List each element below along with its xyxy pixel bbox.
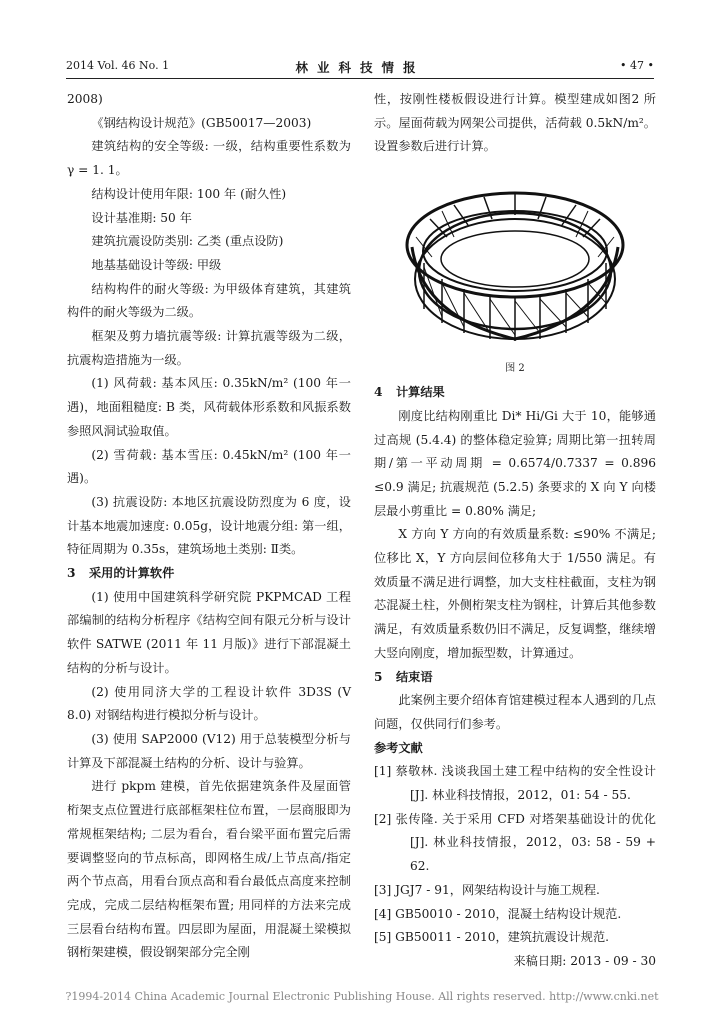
paragraph: 框架及剪力墙抗震等级: 计算抗震等级为二级，抗震构造措施为一级。	[67, 329, 351, 367]
journal-title: 林业科技情报	[295, 60, 425, 75]
paragraph: (1) 使用中国建筑科学研究院 PKPMCAD 工程部编制的结构分析程序《结构空间有限元分析与设计软件 SATWE (2011 年 11 月版)》进行下部混凝土结构的分析与设计。	[67, 589, 351, 675]
references-heading: 参考文献	[374, 740, 423, 755]
section-title: 计算结果	[396, 385, 445, 400]
paragraph: (3) 使用 SAP2000 (V12) 用于总装模型分析与计算及下部混凝土结构的分析、设计与验算。	[67, 731, 351, 770]
reference-item: [1] 蔡敬林. 浅谈我国土建工程中结构的安全性设计 [J]. 林业科技情报，2012，01: 54 - 55.	[374, 764, 656, 803]
reference-item: [3] JGJ7 - 91，网架结构设计与施工规程.	[374, 882, 600, 897]
paragraph: 2008)	[67, 92, 103, 106]
paragraph: (2) 使用同济大学的工程设计软件 3D3S (V 8.0) 对钢结构进行模拟分析与设计。	[67, 684, 351, 723]
paragraph: 进行 pkpm 建模，首先依据建筑条件及屋面管桁架支点位置进行底部框架柱位布置，一层商服即为常规框架结构; 二层为看台，看台梁平面布置完后需要调整竖向的节点标高，即网格生成/上节点高/指定两个节点高，用看台顶点高和看台最低点高度来控制完成，完成二层结构框架布置; 用同样的方法来完成三层看台结构布置。四层即为屋面，用混凝土梁模拟钢桁架建模，假设钢架部分完全刚	[67, 779, 351, 960]
paragraph: (2) 雪荷载: 基本雪压: 0.45kN/m² (100 年一遇)。	[67, 447, 351, 486]
paragraph: 结构设计使用年限: 100 年 (耐久性)	[91, 186, 287, 201]
paragraph: 建筑抗震设防类别: 乙类 (重点设防)	[91, 234, 284, 249]
paragraph: 结构构件的耐火等级: 为甲级体育建筑，其建筑构件的耐火等级为二级。	[67, 281, 351, 320]
reference-item: [4] GB50010 - 2010，混凝土结构设计规范.	[374, 906, 622, 921]
paragraph: 地基基础设计等级: 甲级	[91, 257, 222, 272]
figure-2	[374, 159, 656, 381]
left-column	[67, 88, 351, 965]
journal-volume: 2014 Vol. 46 No. 1	[66, 59, 170, 72]
paragraph: 《钢结构设计规范》(GB50017—2003)	[91, 115, 312, 130]
received-date: 来稿日期: 2013 - 09 - 30	[513, 953, 656, 968]
section-heading-3	[67, 562, 351, 586]
conclusion-paragraph: 此案例主要介绍体育馆建模过程本人遇到的几点问题，仅供同行们参考。	[374, 693, 656, 731]
paragraph: (3) 抗震设防: 本地区抗震设防烈度为 6 度，设计基本地震加速度: 0.05g，设计地震分组: 第一组，特征周期为 0.35s，建筑场地土类别: Ⅱ类。	[67, 494, 351, 557]
section-number: 4	[374, 385, 383, 400]
paragraph: X 方向 Y 方向的有效质量系数: ≤90% 不满足; 位移比 X，Y 方向层间位移角大于 1/550 满足。有效质量不满足进行调整，加大支柱柱截面，支柱为钢芯混凝土柱，外侧桁架支柱为钢柱，计算后其他参数满足，有效质量系数仍旧不满足，反复调整，继续增大竖向刚度，增加振型数，计算通过。	[374, 527, 656, 660]
paragraph: 性，按刚性楼板假设进行计算。模型建成如图2 所示。屋面荷载为网架公司提供，活荷载 0.5kN/m²。设置参数后进行计算。	[374, 92, 656, 154]
copyright-footer: ?1994-2014 China Academic Journal Electronic Publishing House. All rights reserved. http://www.cnki.net	[65, 990, 659, 1003]
paragraph: 设计基准期: 50 年	[91, 210, 192, 225]
reference-item: [5] GB50011 - 2010，建筑抗震设计规范.	[374, 930, 610, 945]
section-heading-4	[374, 381, 656, 405]
right-column	[374, 88, 656, 974]
paragraph: 建筑结构的安全等级: 一级，结构重要性系数为 γ = 1. 1。	[67, 139, 351, 178]
section-title: 采用的计算软件	[89, 566, 175, 581]
page-number: • 47 •	[620, 59, 654, 72]
reference-item: [2] 张传隆. 关于采用 CFD 对塔架基础设计的优化 [J]. 林业科技情报，2012，03: 58 - 59 + 62.	[374, 811, 656, 874]
running-header	[66, 56, 654, 79]
stadium-model-image	[402, 167, 628, 349]
section-heading-5	[374, 666, 656, 690]
section-number: 5	[374, 669, 383, 684]
paragraph: (1) 风荷载: 基本风压: 0.35kN/m² (100 年一遇)，地面粗糙度: B 类，风荷载体形系数和风振系数参照风洞试验取值。	[67, 376, 351, 438]
section-number: 3	[67, 566, 76, 581]
figure-caption: 图 2	[505, 363, 525, 375]
paragraph: 刚度比结构刚重比 Di* Hi/Gi 大于 10，能够通过高规 (5.4.4) 的整体稳定验算; 周期比第一扭转周期/第一平动周期 = 0.6574/0.7337 = 0.896 ≤0.9 满足; 抗震规范 (5.2.5) 条要求的 X 向 Y 向楼层最小剪重比 = 0.80% 满足;	[374, 408, 656, 518]
section-title: 结束语	[396, 669, 433, 684]
